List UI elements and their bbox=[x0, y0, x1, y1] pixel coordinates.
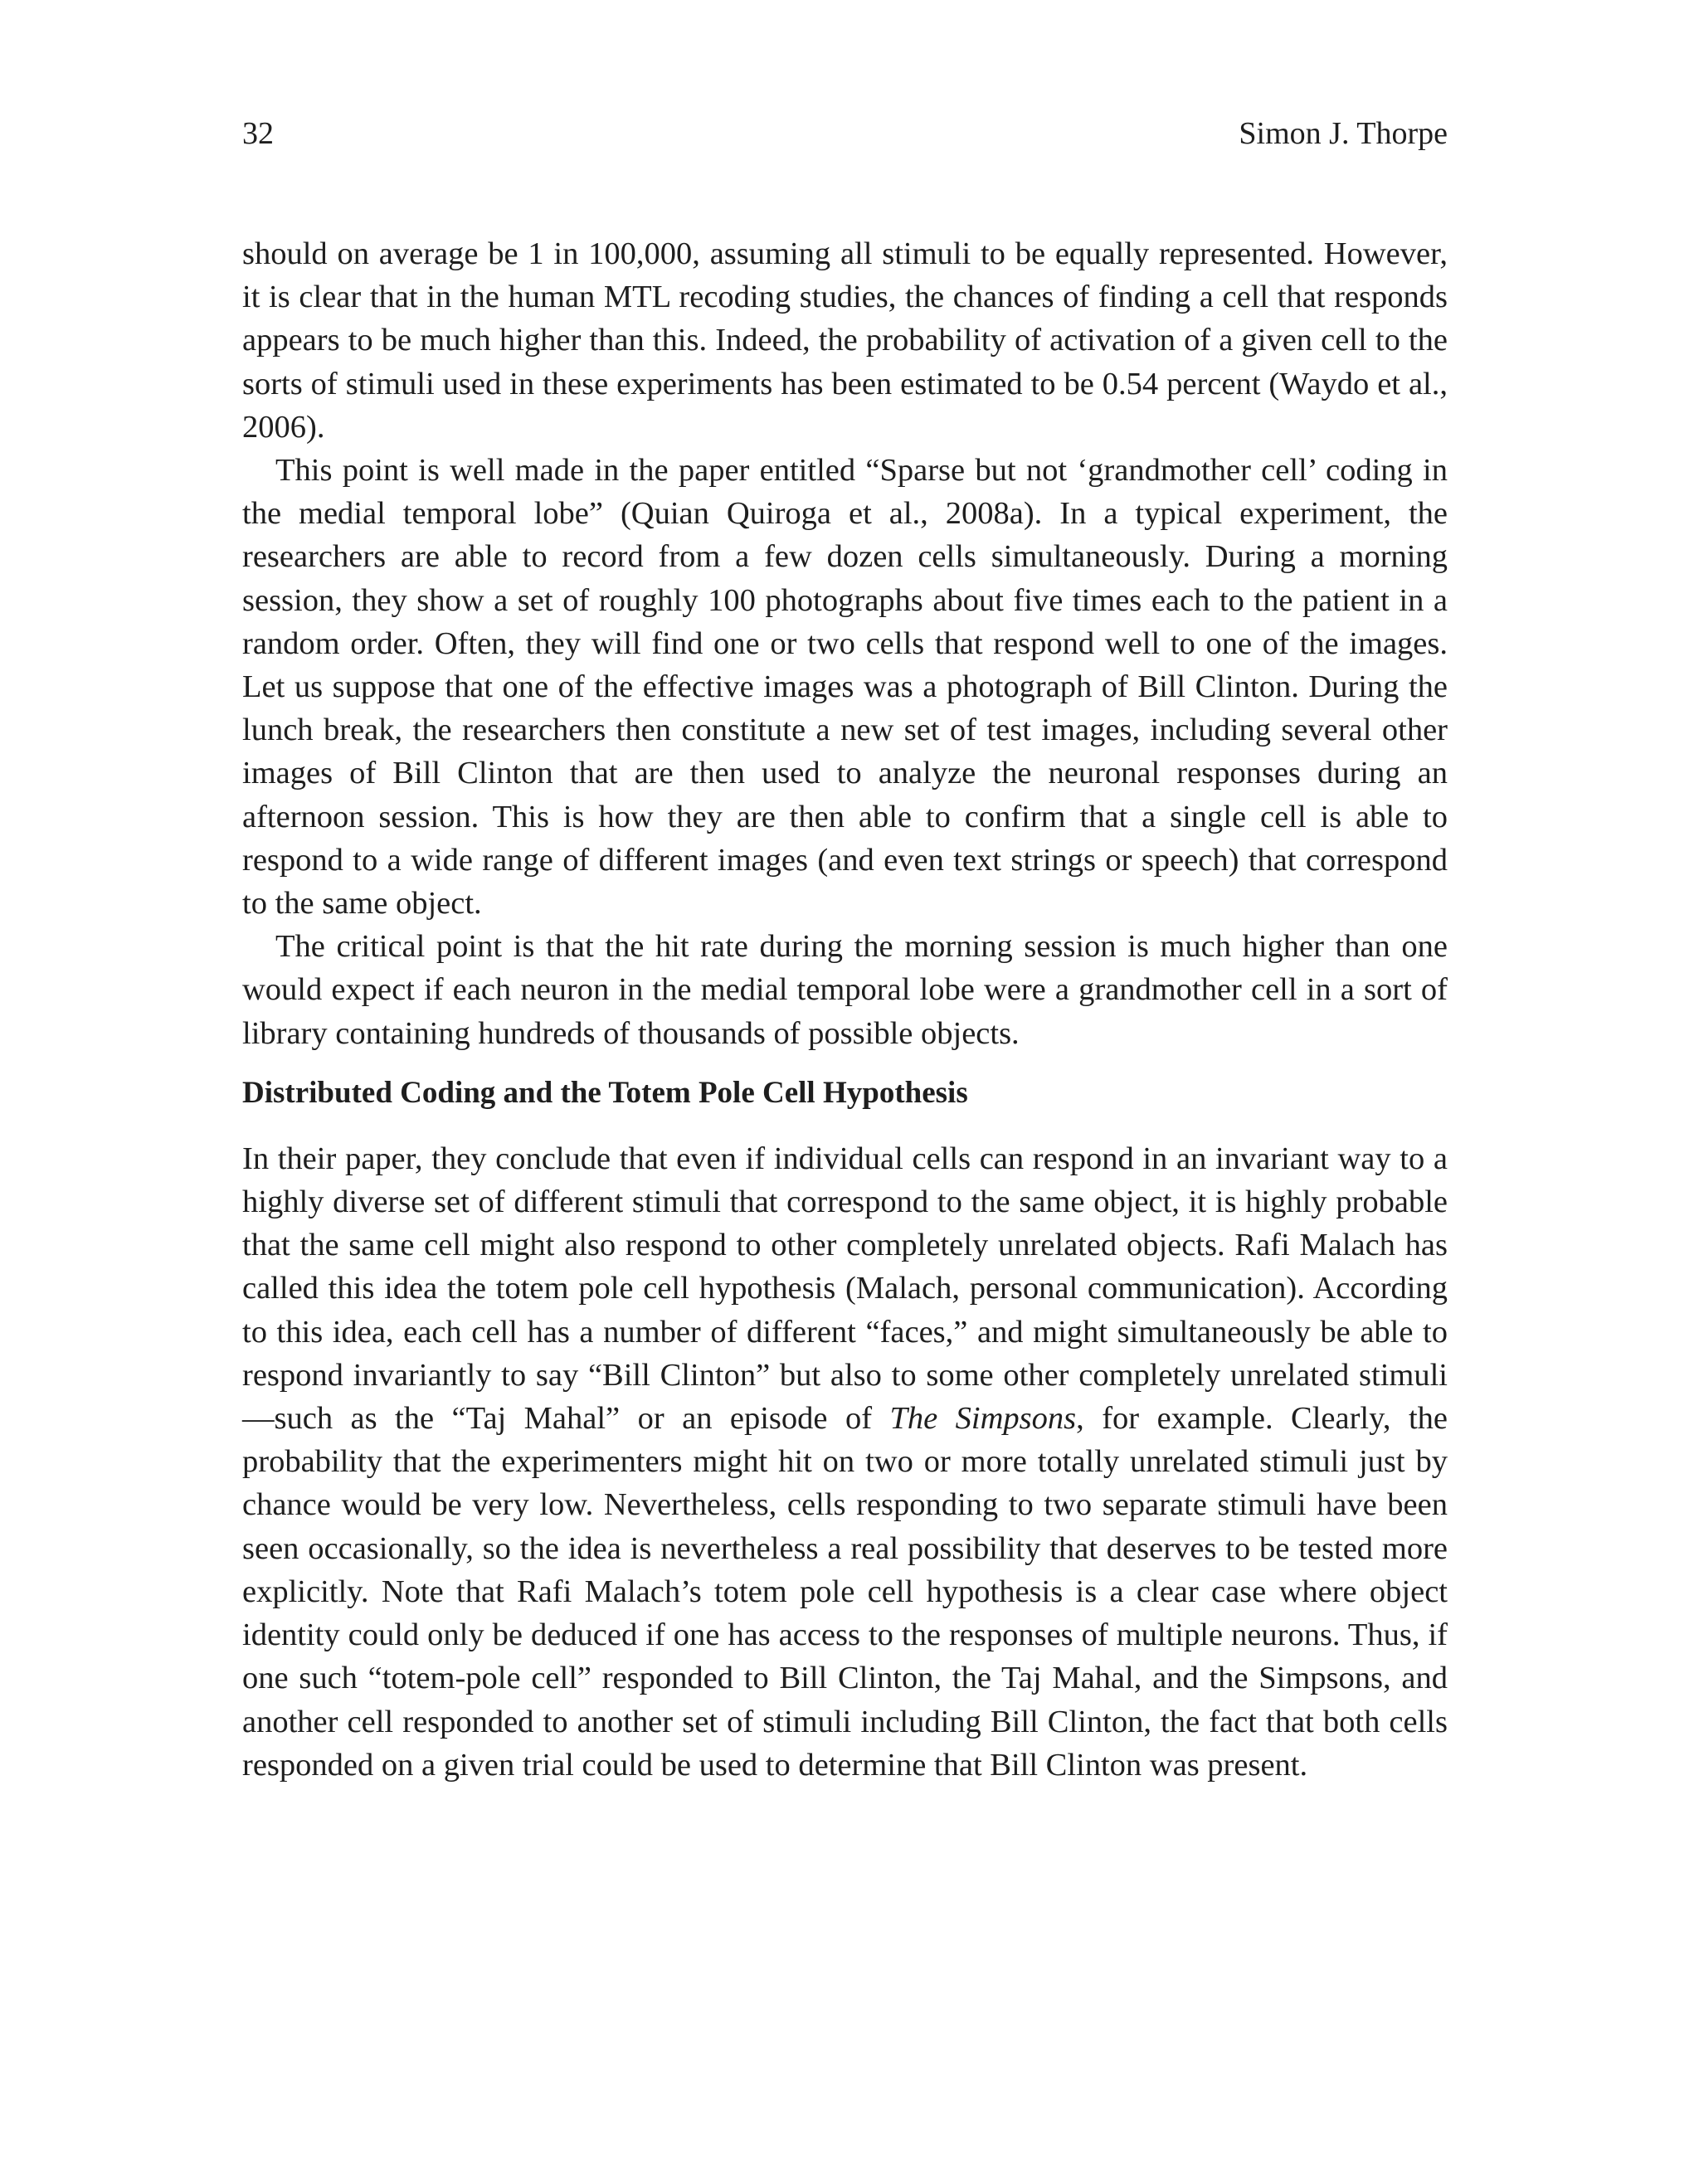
paragraph-4-text-start: In their paper, they conclude that even if individual cells can respond in an invariant way to a highly diverse set of different stimuli that correspond to the same object, it is highly probable that the same cell might also respond to other completely unrelated objects. Rafi Malach has called this idea the totem pole cell hypothesis (Malach, personal communication). According to this idea, each cell has a number of different “faces,” and might simultaneously be able to respond invariantly to say “Bill Clinton” but also to some other completely unrelated stimuli—such as the “Taj Mahal” or an episode of bbox=[242, 1141, 1448, 1437]
paragraph-4-italic-title: The Simpsons bbox=[889, 1401, 1077, 1437]
running-head-author: Simon J. Thorpe bbox=[1239, 116, 1448, 151]
paragraph-4-text-end: , for example. Clearly, the probability that the experimenters might hit on two or more totally unrelated stimuli just by chance would be very low. Nevertheless, cells responding to two separate stimuli have been seen occasionally, so the idea is nevertheless a real possibility that deserves to be tested more explicitly. Note that Rafi Malach’s totem pole cell hypothesis is a clear case where object identity could only be deduced if one has access to the responses of multiple neurons. Thus, if one such “totem-pole cell” responded to Bill Clinton, the Taj Mahal, and the Simpsons, and another cell responded to another set of stimuli including Bill Clinton, the fact that both cells responded on a given trial could be used to determine that Bill Clinton was present. bbox=[242, 1401, 1448, 1783]
page-number: 32 bbox=[242, 116, 274, 151]
section-heading: Distributed Coding and the Totem Pole Cell Hypothesis bbox=[242, 1075, 968, 1110]
paragraph-2: This point is well made in the paper entitled “Sparse but not ‘grandmother cell’ coding in the medial temporal lobe” (Quian Quiroga et al., 2008a). In a typical experiment, the researchers are able to record from a few dozen cells simultaneously. During a morning session, they show a set of roughly 100 photographs about five times each to the patient in a random order. Often, they will find one or two cells that respond well to one of the images. Let us suppose that one of the effective images was a photograph of Bill Clinton. During the lunch break, the researchers then constitute a new set of test images, including several other images of Bill Clinton that are then used to analyze the neuronal responses during an afternoon session. This is how they are then able to confirm that a single cell is able to respond to a wide range of different images (and even text strings or speech) that correspond to the same object. bbox=[242, 453, 1448, 922]
page-body bbox=[242, 232, 1448, 1787]
paragraph-1: should on average be 1 in 100,000, assuming all stimuli to be equally represented. However, it is clear that in the human MTL recoding studies, the chances of finding a cell that responds appears to be much higher than this. Indeed, the probability of activation of a given cell to the sorts of stimuli used in these experiments has been estimated to be 0.54 percent (Waydo et al., 2006). bbox=[242, 236, 1448, 445]
paragraph-3: The critical point is that the hit rate during the morning session is much higher than one would expect if each neuron in the medial temporal lobe were a grandmother cell in a sort of library containing hundreds of thousands of possible objects. bbox=[242, 929, 1448, 1051]
paragraph-4 bbox=[242, 1137, 1448, 1787]
running-head bbox=[242, 113, 1448, 154]
